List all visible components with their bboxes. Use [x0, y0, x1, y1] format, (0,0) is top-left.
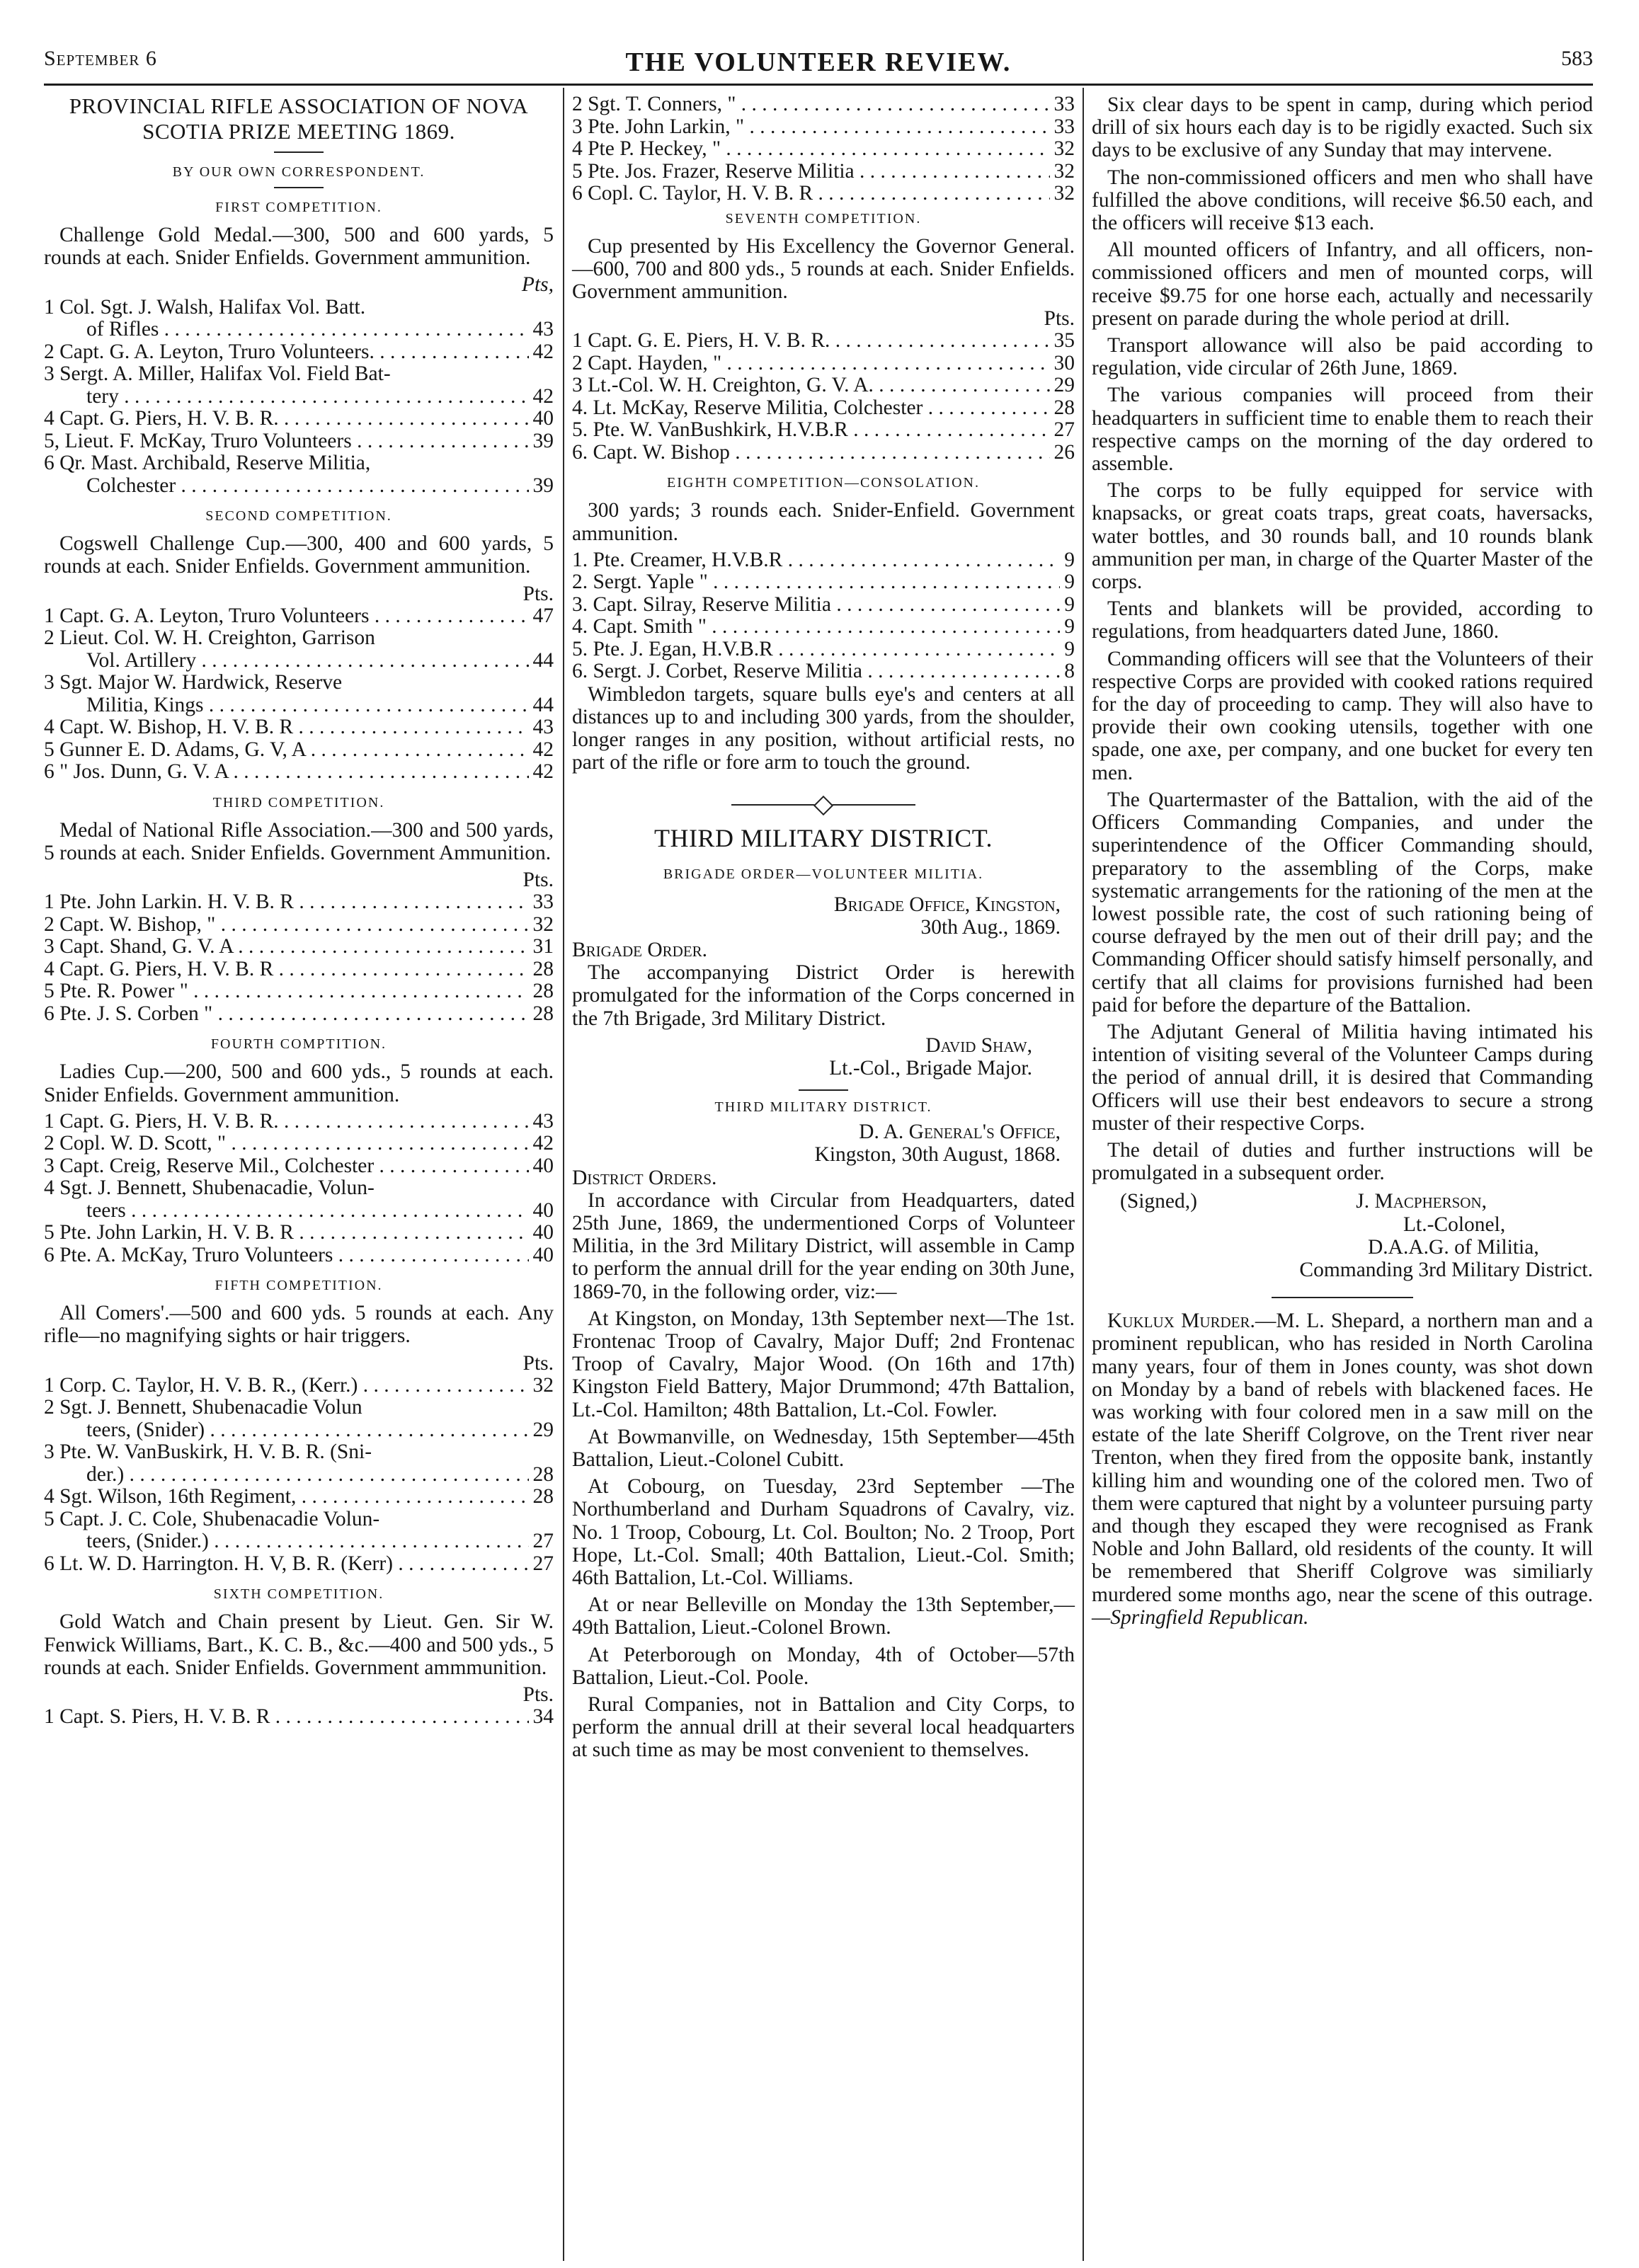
- result-name: 5 Gunner E. D. Adams, G. V, A . . .: [44, 739, 529, 762]
- result-name: 4 Capt. W. Bishop, H. V. B. R . . .: [44, 716, 529, 739]
- result-name: 4. Capt. Smith " . . .: [572, 616, 1060, 638]
- result-score: 29: [532, 1418, 554, 1441]
- competition-description: Cup presented by His Excellency the Governor General.—600, 700 and 800 yds., 5 rounds at each. Snider Enfields. Government ammunition.: [572, 234, 1075, 303]
- result-entry: [572, 93, 1075, 116]
- page-header: [44, 47, 1593, 78]
- result-entry: [44, 761, 554, 784]
- result-entry: [44, 452, 554, 497]
- header-rule: [44, 84, 1593, 86]
- result-name: 5. Pte. J. Egan, H.V.B.R . . .: [572, 638, 1060, 661]
- result-name: 4. Lt. McKay, Reserve Militia, Colchester . . .: [572, 397, 1050, 420]
- district-paragraph: At Kingston, on Monday, 13th September next—The 1st. Frontenac Troop of Cavalry, Major Duff; 2nd Frontenac Troop of Cavalry, Major Wood. (On 16th and 17th) Kingston Field Battery, Major Drummond; 47th Battalion, Lt.-Col. Hamilton; 48th Battalion, Lt.-Col. Fowler.: [572, 1307, 1075, 1421]
- result-name: 1 Capt. G. E. Piers, H. V. B. R. . . .: [572, 330, 1050, 353]
- competition-description: Cogswell Challenge Cup.—300, 400 and 600 yards, 5 rounds at each. Snider Enfields. Government ammunition.: [44, 532, 554, 578]
- result-name: 3 Pte. W. VanBuskirk, H. V. B. R. (Sni-: [44, 1441, 372, 1464]
- page-number: 583: [1561, 47, 1593, 70]
- result-score: 31: [532, 935, 554, 958]
- result-score: 29: [1053, 374, 1075, 397]
- result-name-cont: Colchester . . .: [86, 475, 529, 498]
- competition-description: All Comers'.—500 and 600 yds. 5 rounds at each. Any rifle—no magnifying sights or hair triggers.: [44, 1302, 554, 1348]
- result-entry: [44, 936, 554, 958]
- result-name: 3 Sergt. A. Miller, Halifax Vol. Field Bat-: [44, 362, 391, 386]
- competition-note: Wimbledon targets, square bulls eye's and centers at all distances up to and including 300 yards, from the shoulder, longer ranges in any position, without artificial rests, no part of the rifle or fore arm to touch the ground.: [572, 682, 1075, 774]
- results-list: [44, 297, 554, 498]
- result-entry: [572, 161, 1075, 183]
- divider: [799, 1089, 848, 1091]
- result-score: 9: [1064, 592, 1075, 616]
- section-title: THIRD MILITARY DISTRICT.: [653, 823, 993, 852]
- competition-heading: EIGHTH COMPETITION—CONSOLATION.: [667, 475, 980, 491]
- result-score: 28: [532, 1002, 554, 1025]
- office-date: Kingston, 30th August, 1868.: [814, 1143, 1061, 1167]
- signed-label: (Signed,): [1120, 1190, 1197, 1213]
- result-score: 30: [1053, 351, 1075, 374]
- result-entry: [44, 1222, 554, 1244]
- competition-description: Gold Watch and Chain present by Lieut. Gen. Sir W. Fenwick Williams, Bart., K. C. B., &c.—400 and 500 yds., 5 rounds at each. Snider Enfields. Government ammmunition.: [44, 1610, 554, 1679]
- results-list: [572, 549, 1075, 683]
- result-entry: [44, 1177, 554, 1222]
- competition-description: Medal of National Rifle Association.—300 and 500 yards, 5 rounds at each. Snider Enfields. Government Ammunition.: [44, 818, 554, 864]
- result-name: 2 Sgt. T. Conners, " . . .: [572, 93, 1050, 116]
- result-entry: [572, 616, 1075, 638]
- order-paragraph: The corps to be fully equipped for service with knapsacks, or great coats traps, great coats, haversacks, water bottles, and 30 rounds ball, and 10 rounds blank ammunition per man, in charge of the Quarter Master of the corps.: [1092, 479, 1593, 594]
- result-score: 40: [532, 1198, 554, 1222]
- result-entry: [44, 672, 554, 716]
- result-name: 3. Capt. Silray, Reserve Militia . . .: [572, 594, 1060, 617]
- competition-description: Ladies Cup.—200, 500 and 600 yds., 5 rounds at each. Snider Enfields. Government ammunition.: [44, 1060, 554, 1106]
- order-paragraph: The non-commissioned officers and men who shall have fulfilled the above conditions, will receive $6.50 each, and the officers will receive $13 each.: [1092, 166, 1593, 235]
- points-label: Pts,: [521, 273, 554, 297]
- result-entry: [44, 1003, 554, 1026]
- signatory-rank: Lt.-Col., Brigade Major.: [829, 1056, 1032, 1079]
- result-score: 40: [532, 1243, 554, 1266]
- result-entry: [572, 549, 1075, 572]
- divider: [1272, 1297, 1413, 1298]
- result-name: 1 Col. Sgt. J. Walsh, Halifax Vol. Batt.: [44, 295, 366, 319]
- result-score: 35: [1053, 329, 1075, 353]
- result-name: 1. Pte. Creamer, H.V.B.R . . .: [572, 549, 1060, 572]
- office-address: [572, 893, 1075, 939]
- diamond-ornament: [813, 795, 833, 815]
- result-name: 6 " Jos. Dunn, G. V. A . . .: [44, 761, 529, 784]
- result-name: 3 Sgt. Major W. Hardwick, Reserve: [44, 671, 343, 694]
- office-address: [572, 1121, 1075, 1166]
- result-entry: [44, 980, 554, 1003]
- result-entry: [572, 138, 1075, 161]
- result-name: 6 Qr. Mast. Archibald, Reserve Militia,: [44, 452, 371, 475]
- result-entry: [44, 1553, 554, 1576]
- competition-heading: SECOND COMPETITION.: [205, 508, 392, 525]
- column-1: [44, 93, 554, 2260]
- result-name: 1 Capt. S. Piers, H. V. B. R . . .: [44, 1706, 529, 1729]
- order-paragraph: Commanding officers will see that the Volunteers of their respective Corps are provided with cooked rations required for the day of proceeding to camp. They will also have to provide their own cooking utensils, together with one spade, one axe, per company, and one bucket for every ten men.: [1092, 647, 1593, 784]
- result-score: 27: [532, 1530, 554, 1553]
- result-entry: [44, 1508, 554, 1553]
- result-name: 2 Capt. G. A. Leyton, Truro Volunteers. . . .: [44, 341, 529, 364]
- section-subtitle: BRIGADE ORDER—VOLUNTEER MILITIA.: [663, 866, 984, 882]
- result-name: 6 Lt. W. D. Harrington. H. V, B. R. (Kerr) . . .: [44, 1553, 529, 1576]
- result-name: 5 Pte. John Larkin, H. V. B. R . . .: [44, 1222, 529, 1244]
- result-name: 2 Capt. W. Bishop, " . . .: [44, 914, 529, 937]
- result-name: 6 Copl. C. Taylor, H. V. B. R . . .: [572, 183, 1050, 205]
- result-entry: [44, 1486, 554, 1508]
- result-name: 1 Corp. C. Taylor, H. V. B. R., (Kerr.) . . .: [44, 1375, 529, 1397]
- result-name-cont: teers . . .: [86, 1200, 529, 1222]
- results-list: [572, 93, 1075, 205]
- news-paragraph: [1092, 1310, 1593, 1629]
- result-name: 2 Lieut. Col. W. H. Creighton, Garrison: [44, 626, 375, 650]
- result-entry: [44, 627, 554, 672]
- result-entry: [44, 914, 554, 937]
- result-score: 27: [532, 1552, 554, 1575]
- order-text: The accompanying District Order is herewith promulgated for the information of the Corps concerned in the 7th Brigade, 3rd Military District.: [572, 961, 1075, 1030]
- result-score: 32: [1053, 159, 1075, 183]
- header-date: September 6: [44, 47, 157, 70]
- result-entry: [572, 330, 1075, 353]
- result-name: 6 Pte. J. S. Corben " . . .: [44, 1003, 529, 1026]
- result-name: 1 Capt. G. Piers, H. V. B. R. . . .: [44, 1111, 529, 1133]
- result-entry: [572, 116, 1075, 139]
- result-score: 39: [532, 429, 554, 452]
- result-entry: [572, 374, 1075, 397]
- result-score: 43: [532, 716, 554, 739]
- result-entry: [572, 419, 1075, 442]
- result-entry: [44, 891, 554, 914]
- order-paragraph: Transport allowance will also be paid according to regulation, vide circular of 26th June, 1869.: [1092, 334, 1593, 380]
- result-score: 28: [532, 1485, 554, 1508]
- results-list: [44, 891, 554, 1025]
- result-score: 40: [532, 407, 554, 430]
- points-label: Pts.: [1044, 307, 1075, 331]
- result-score: 26: [1053, 440, 1075, 464]
- result-name-cont: der.) . . .: [86, 1464, 529, 1487]
- result-name: 5. Pte. W. VanBushkirk, H.V.B.R . . .: [572, 419, 1050, 442]
- result-name-cont: Vol. Artillery . . .: [86, 650, 529, 672]
- result-entry: [572, 571, 1075, 594]
- result-score: 42: [532, 340, 554, 363]
- result-score: 32: [1053, 137, 1075, 160]
- result-entry: [44, 1133, 554, 1155]
- order-paragraph: Six clear days to be spent in camp, during which period drill of six hours each day is to be rigidly exacted. Such six days to be exclusive of any Sunday that may intervene.: [1092, 93, 1593, 162]
- section-divider: [731, 804, 915, 806]
- order-paragraph: The detail of duties and further instructions will be promulgated in a subsequent order.: [1092, 1138, 1593, 1185]
- result-name-cont: Militia, Kings . . .: [86, 694, 529, 717]
- result-entry: [44, 1397, 554, 1441]
- result-name-cont: teers, (Snider) . . .: [86, 1419, 529, 1442]
- result-score: 42: [532, 384, 554, 408]
- article-title: PROVINCIAL RIFLE ASSOCIATION OF NOVA SCOTIA PRIZE MEETING 1869.: [69, 93, 529, 144]
- result-name: 4 Sgt. Wilson, 16th Regiment, . . .: [44, 1486, 529, 1508]
- order-paragraph: The Adjutant General of Militia having intimated his intention of visiting several of the Volunteer Camps during the period of annual drill, it is desired that Commanding Officers will use their best endeavors to secure a strong muster of their respective Corps.: [1092, 1020, 1593, 1135]
- result-score: 9: [1064, 548, 1075, 571]
- district-paragraph: Rural Companies, not in Battalion and City Corps, to perform the annual drill at their several local headquarters at such time as may be most convenient to themselves.: [572, 1693, 1075, 1762]
- result-entry: [572, 183, 1075, 205]
- competition-heading: FOURTH COMPTITION.: [210, 1036, 387, 1053]
- result-entry: [44, 1441, 554, 1486]
- result-name-cont: tery . . .: [86, 386, 529, 408]
- order-paragraph: All mounted officers of Infantry, and all officers, non-commissioned officers and men of mounted corps, will receive $9.75 for one horse each, actually and necessarily present on parade during the whole period at drill.: [1092, 239, 1593, 330]
- news-heading: Kuklux Murder.: [1107, 1310, 1255, 1333]
- result-score: 39: [532, 474, 554, 497]
- result-entry: [44, 605, 554, 628]
- office-name: Brigade Office, Kingston,: [833, 893, 1061, 916]
- result-name: 5 Pte. R. Power " . . .: [44, 980, 529, 1003]
- result-score: 42: [532, 760, 554, 784]
- result-entry: [44, 716, 554, 739]
- signature-block: [572, 1034, 1075, 1079]
- office-name: D. A. General's Office,: [859, 1121, 1061, 1144]
- result-score: 8: [1064, 660, 1075, 683]
- result-score: 34: [532, 1705, 554, 1729]
- result-name: 5 Capt. J. C. Cole, Shubenacadie Volun-: [44, 1507, 380, 1530]
- order-heading: Brigade Order.: [572, 938, 708, 961]
- result-entry: [44, 1111, 554, 1133]
- result-score: 33: [532, 890, 554, 914]
- result-name: 1 Capt. G. A. Leyton, Truro Volunteers . . .: [44, 605, 529, 628]
- result-name: 5, Lieut. F. McKay, Truro Volunteers . . .: [44, 430, 529, 453]
- result-entry: [44, 363, 554, 408]
- result-score: 47: [532, 604, 554, 627]
- result-entry: [572, 594, 1075, 617]
- result-score: 42: [532, 738, 554, 761]
- points-label: Pts.: [522, 582, 554, 605]
- result-score: 44: [532, 648, 554, 672]
- result-name: 5 Pte. Jos. Frazer, Reserve Militia . . .: [572, 161, 1050, 183]
- result-name: 1 Pte. John Larkin. H. V. B. R . . .: [44, 891, 529, 914]
- column-2: [572, 93, 1075, 2260]
- result-score: 43: [532, 318, 554, 341]
- district-paragraph: In accordance with Circular from Headquarters, dated 25th June, 1869, the undermentioned Corps of Volunteer Militia, in the 3rd Military District, will assemble in Camp to perform the annual drill for the year ending on 30th June, 1869-70, in the following order, viz:—: [572, 1189, 1075, 1303]
- competition-heading: THIRD COMPETITION.: [212, 794, 385, 811]
- result-name: 4 Capt. G. Piers, H. V. B. R. . . .: [44, 408, 529, 430]
- result-entry: [44, 1155, 554, 1178]
- column-3: [1092, 93, 1593, 2260]
- result-entry: [44, 1706, 554, 1729]
- district-paragraph: At Cobourg, on Tuesday, 23rd September —The Northumberland and Durham Squadrons of Cavalry, viz. No. 1 Troop, Cobourg, Lt. Col. Boulton; No. 2 Troop, Port Hope, Lt.-Col. Small; 40th Battalion, Lieut.-Col. Smith; 46th Battalion, Lt.-Col. Williams.: [572, 1475, 1075, 1590]
- signatory-title: D.A.A.G. of Militia,: [1368, 1235, 1539, 1259]
- masthead-title: THE VOLUNTEER REVIEW.: [625, 47, 1012, 77]
- order-paragraph: The various companies will proceed from their headquarters in sufficient time to enable them to reach their respective camps on the morning of the day ordered to assemble.: [1092, 384, 1593, 476]
- result-name: 6. Capt. W. Bishop . . .: [572, 442, 1050, 464]
- signatory-name: David Shaw,: [925, 1033, 1032, 1057]
- title-rule: [274, 151, 324, 153]
- result-entry: [44, 408, 554, 430]
- result-entry: [44, 958, 554, 981]
- result-name: 2 Copl. W. D. Scott, " . . .: [44, 1133, 529, 1155]
- result-score: 32: [1053, 182, 1075, 205]
- result-score: 28: [532, 957, 554, 980]
- result-name: 3 Lt.-Col. W. H. Creighton, G. V. A. . . .: [572, 374, 1050, 397]
- result-score: 9: [1064, 615, 1075, 638]
- district-paragraph: At or near Belleville on Monday the 13th September,—49th Battalion, Lieut.-Colonel Brown.: [572, 1593, 1075, 1639]
- order-paragraph: Tents and blankets will be provided, according to regulations, from headquarters dated June, 1860.: [1092, 597, 1593, 643]
- result-entry: [44, 1375, 554, 1397]
- result-entry: [572, 397, 1075, 420]
- result-entry: [572, 442, 1075, 464]
- result-score: 28: [532, 1462, 554, 1486]
- result-name: 4 Sgt. J. Bennett, Shubenacadie, Volun-: [44, 1176, 375, 1200]
- results-list: [44, 1375, 554, 1576]
- signature-block: [1092, 1190, 1593, 1281]
- byline: BY OUR OWN CORRESPONDENT.: [172, 164, 426, 180]
- result-score: 28: [1053, 396, 1075, 419]
- column-rule-1: [563, 88, 564, 2261]
- result-entry: [572, 660, 1075, 683]
- result-name: 4 Capt. G. Piers, H. V. B. R . . .: [44, 958, 529, 981]
- result-score: 33: [1053, 115, 1075, 138]
- result-score: 43: [532, 1109, 554, 1133]
- result-score: 9: [1064, 571, 1075, 594]
- district-paragraph: At Peterborough on Monday, 4th of October—57th Battalion, Lieut.-Col. Poole.: [572, 1643, 1075, 1689]
- competition-description: 300 yards; 3 rounds each. Snider-Enfield. Government ammunition.: [572, 499, 1075, 545]
- district-paragraph: At Bowmanville, on Wednesday, 15th September—45th Battalion, Lieut.-Colonel Cubitt.: [572, 1425, 1075, 1471]
- results-list: [44, 605, 554, 784]
- result-score: 32: [532, 1373, 554, 1397]
- order-paragraph: The Quartermaster of the Battalion, with the aid of the Officers Commanding Companies, and under the superintendence of the Officer Commanding should, preparatory to the assembling of the Corps, make systematic arrangements for the rationing of the men at the lowest possible rate, the cost of such rationing being of course defrayed by the men out of their drill pay; and the Commanding Officer should satisfy himself personally, and certify that all claims for provisions furnished had been paid for before the departure of the Battalion.: [1092, 788, 1593, 1016]
- result-entry: [572, 638, 1075, 661]
- competition-heading: FIFTH COMPETITION.: [215, 1278, 383, 1294]
- result-name: 2 Sgt. J. Bennett, Shubenacadie Volun: [44, 1396, 362, 1419]
- news-source: —Springfield Republican.: [1092, 1605, 1309, 1629]
- result-entry: [44, 739, 554, 762]
- result-score: 33: [1053, 93, 1075, 115]
- points-label: Pts.: [522, 869, 554, 892]
- signatory-command: Commanding 3rd Military District.: [1299, 1258, 1593, 1281]
- points-label: Pts.: [522, 1683, 554, 1706]
- result-name: 6. Sergt. J. Corbet, Reserve Militia . . .: [572, 660, 1060, 683]
- result-name: 6 Pte. A. McKay, Truro Volunteers . . .: [44, 1244, 529, 1267]
- result-entry: [44, 1244, 554, 1267]
- result-name: 2 Capt. Hayden, " . . .: [572, 353, 1050, 375]
- column-rule-2: [1083, 88, 1084, 2261]
- result-entry: [44, 341, 554, 364]
- result-name: 4 Pte P. Heckey, " . . .: [572, 138, 1050, 161]
- result-score: 28: [532, 980, 554, 1003]
- result-score: 44: [532, 693, 554, 716]
- results-list: [572, 330, 1075, 464]
- result-name: 2. Sergt. Yaple " . . .: [572, 571, 1060, 594]
- result-score: 40: [532, 1221, 554, 1244]
- byline-rule: [274, 187, 324, 188]
- result-name: 3 Capt. Creig, Reserve Mil., Colchester . . .: [44, 1155, 529, 1178]
- result-name-cont: teers, (Snider.) . . .: [86, 1530, 529, 1553]
- office-date: 30th Aug., 1869.: [920, 915, 1061, 939]
- result-entry: [572, 353, 1075, 375]
- competition-description: Challenge Gold Medal.—300, 500 and 600 yards, 5 rounds at each. Snider Enfields. Government ammunition.: [44, 224, 554, 270]
- orders-heading: District Orders.: [572, 1166, 717, 1189]
- results-list: [44, 1706, 554, 1729]
- competition-heading: FIRST COMPETITION.: [215, 200, 382, 215]
- competition-heading: SEVENTH COMPETITION.: [725, 210, 922, 227]
- result-score: 9: [1064, 637, 1075, 660]
- result-name-cont: of Rifles . . .: [86, 319, 529, 341]
- result-name: 3 Capt. Shand, G. V. A . . .: [44, 936, 529, 958]
- results-list: [44, 1111, 554, 1267]
- signatory-name: J. Macpherson,: [1356, 1190, 1487, 1213]
- result-score: 32: [532, 912, 554, 936]
- competition-heading: SIXTH COMPETITION.: [213, 1586, 384, 1603]
- news-text: —M. L. Shepard, a northern man and a prominent republican, who has resided in North Carolina many years, four of them in Jones county, was shot down on Monday by a band of rebels with blackened faces. He was working with four colored men in a saw mill on the estate of the late Sheriff Colgrove, on the Trent river near Trenton, when they fired from the opposite bank, instantly killing him and wounding one of the colored men. Two of them were captured that night by a volunteer pursuing party and though they escaped they were recognised as Frank Noble and John Ballard, old residents of the county. It will be remembered that Sheriff Colgrove was similiarly murdered some months ago, near the scene of this outrage.: [1092, 1310, 1593, 1606]
- result-entry: [44, 297, 554, 341]
- result-entry: [44, 430, 554, 453]
- points-label: Pts.: [522, 1351, 554, 1375]
- district-heading: THIRD MILITARY DISTRICT.: [714, 1099, 932, 1116]
- result-score: 42: [532, 1132, 554, 1155]
- signatory-rank: Lt.-Colonel,: [1403, 1213, 1506, 1236]
- result-score: 40: [532, 1154, 554, 1177]
- result-name: 3 Pte. John Larkin, " . . .: [572, 116, 1050, 139]
- result-score: 27: [1053, 418, 1075, 442]
